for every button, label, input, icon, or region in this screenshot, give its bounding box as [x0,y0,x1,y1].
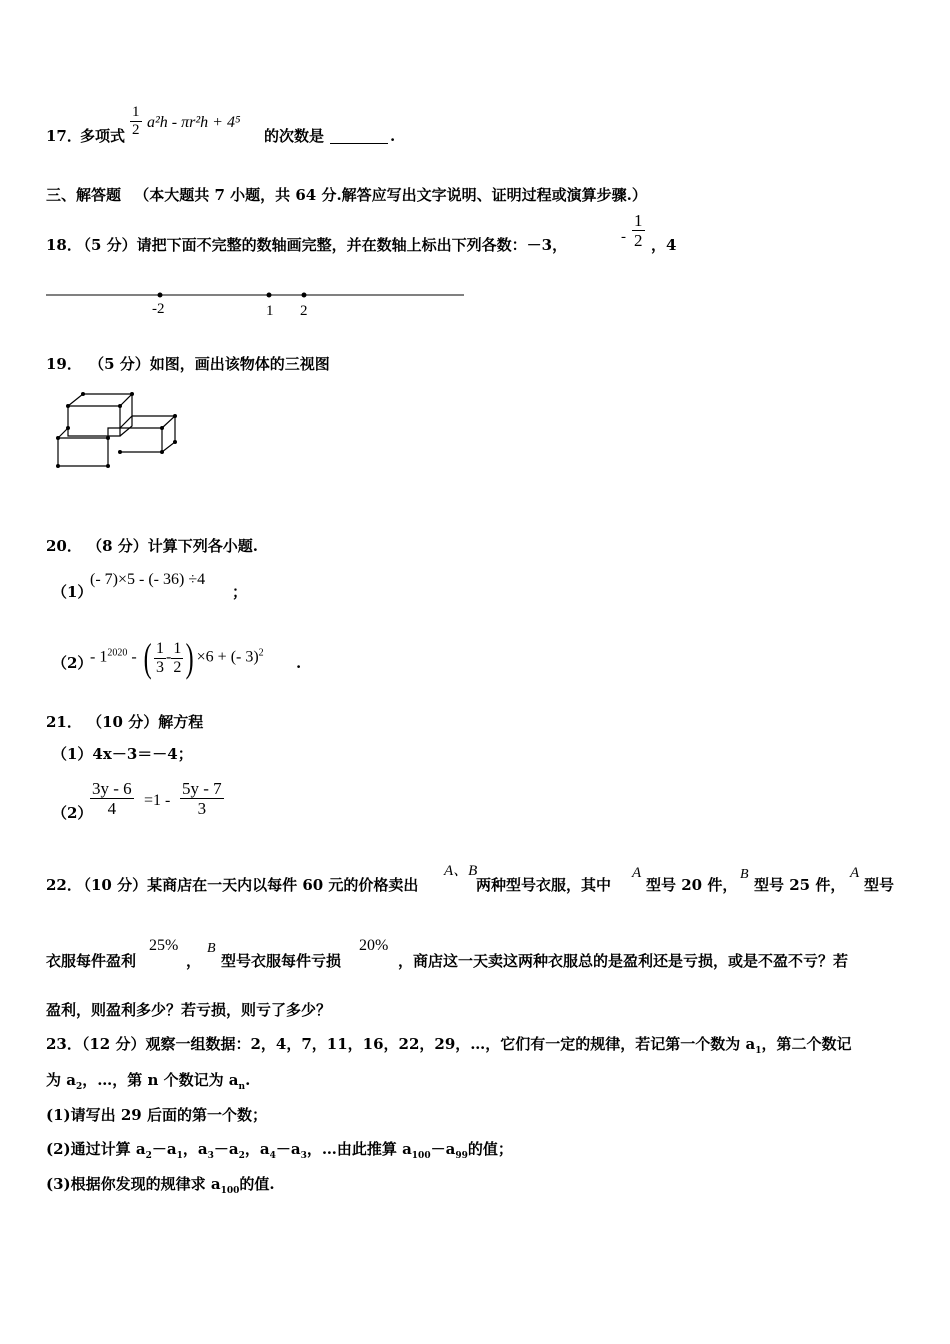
q23-part1: (1)请写出 29 后面的第一个数； [46,1106,267,1124]
q19-number: 19． [46,355,82,373]
q20-number: 20． [46,537,82,555]
tick-1 [267,293,272,298]
q18-neg-sign: - [621,229,626,245]
section-title: 三、解答题 [46,186,122,204]
q23-text-2: ，第二个数记 [761,1035,852,1053]
q20-p2-expr: - $1^{2020}$ - ( $\frac{1}{3}$ - $\frac{1}{2}$ ) ×6 + (- 3)$^2$ [90,635,264,680]
q22-a1: A [632,865,642,881]
section-note: （本大题共 7 小题，共 64 分.解答应写出文字说明、证明过程或演算步骤.） [134,186,647,204]
q22-b2: B [207,941,216,956]
q17-tail: 的次数是 [264,127,325,145]
q22-a2: A [850,865,860,881]
q20 [46,539,258,554]
q21-p2-label: （2） [52,804,93,822]
q18-number: 18． [46,236,82,254]
axis-label-2: 2 [300,303,308,319]
q22-text-5: 型号 [864,876,895,894]
number-line [46,285,466,325]
q21-left-fraction: $\frac{3y - 6}{4}$ [92,779,132,818]
q20-p1-expr: (- 7)×5 - (- 36) ÷4 [90,571,206,588]
q19 [46,357,330,372]
q22-line3: 盈利，则盈利多少？若亏损，则亏了多少？ [46,1001,332,1019]
q22-text-8: 型号衣服每件亏损 [221,952,342,970]
q17-end: . [390,127,396,145]
q21-right-fraction: $\frac{5y - 7}{3}$ [182,779,222,818]
q20-p1-label: （1） [52,583,93,601]
q22-number: 22． [46,876,82,894]
q22-text-9: ，商店这一天卖这两种衣服总的是盈利还是亏损，或是不盈不亏？若 [398,952,849,970]
q17-coef: $\frac{1}{2}$ [132,104,140,138]
q21-text: （10 分）解方程 [87,713,204,731]
q22-text-7: ， [186,952,202,970]
q21-equals: =1 - [144,792,171,809]
q22-text-2: 两种型号衣服，其中 [476,876,612,894]
tick-2 [302,293,307,298]
axis-label-1: 1 [266,303,274,319]
q22-percent-20: 20% [359,937,389,954]
q21-number: 21． [46,713,82,731]
q18-text: （5 分）请把下面不完整的数轴画完整，并在数轴上标出下列各数：－3， [76,236,568,254]
q20-text: （8 分）计算下列各小题. [87,537,258,555]
q23-line2: 为 $a_2$，…，第 n 个数记为 $a_n$. [46,1071,251,1092]
section-three-header [46,188,647,203]
q22-text-4: 型号 25 件， [754,876,846,894]
q22-text-1: （10 分）某商店在一天内以每件 60 元的价格卖出 [76,876,419,894]
q22-percent-25: 25% [149,937,179,954]
q20-p2-end: . [296,654,302,672]
q22-b1: B [740,867,749,882]
q19-text: （5 分）如图，画出该物体的三视图 [89,355,330,373]
q20-p2-label: （2） [52,654,93,672]
q18-tail: ，4 [651,236,677,254]
q22-text-6: 衣服每件盈利 [46,952,137,970]
q23-part3: (3)根据你发现的规律求 $a_{100}$的值. [46,1175,275,1196]
q21-part1: （1）4x－3＝－4； [52,745,193,763]
q21 [46,715,203,730]
cubes-figure [50,388,180,470]
q17-label: 多项式 [80,127,126,145]
q18-fraction: $\frac{1}{2}$ [634,211,643,250]
q23-number: 23． [46,1035,82,1053]
q20-p1-end: ； [232,583,248,601]
q23-text-1: （12 分）观察一组数据：2，4，7，11，16，22，29，…，它们有一定的规律，若记第一个数为 a [81,1035,756,1053]
q22-text-3: 型号 20 件， [646,876,738,894]
tick-minus-2 [158,293,163,298]
axis-label-minus-2: -2 [152,301,165,317]
q22-ab: A、B [444,863,478,879]
q17-expr: a²h - πr²h + 4⁵ [147,114,241,131]
q17-answer-blank [330,131,388,144]
q23-part2: (2)通过计算 $a_2-a_1$，$a_3-a_2$，$a_4-a_3$，…由此推算 $a_{100}-a_{99}$的值； [46,1140,513,1161]
q23-line1: 23．（12 分）观察一组数据：2，4，7，11，16，22，29，…，它们有一定的规律，若记第一个数为 $a_1$，第二个数记 [46,1035,852,1056]
q17-number: 17． [46,127,82,145]
